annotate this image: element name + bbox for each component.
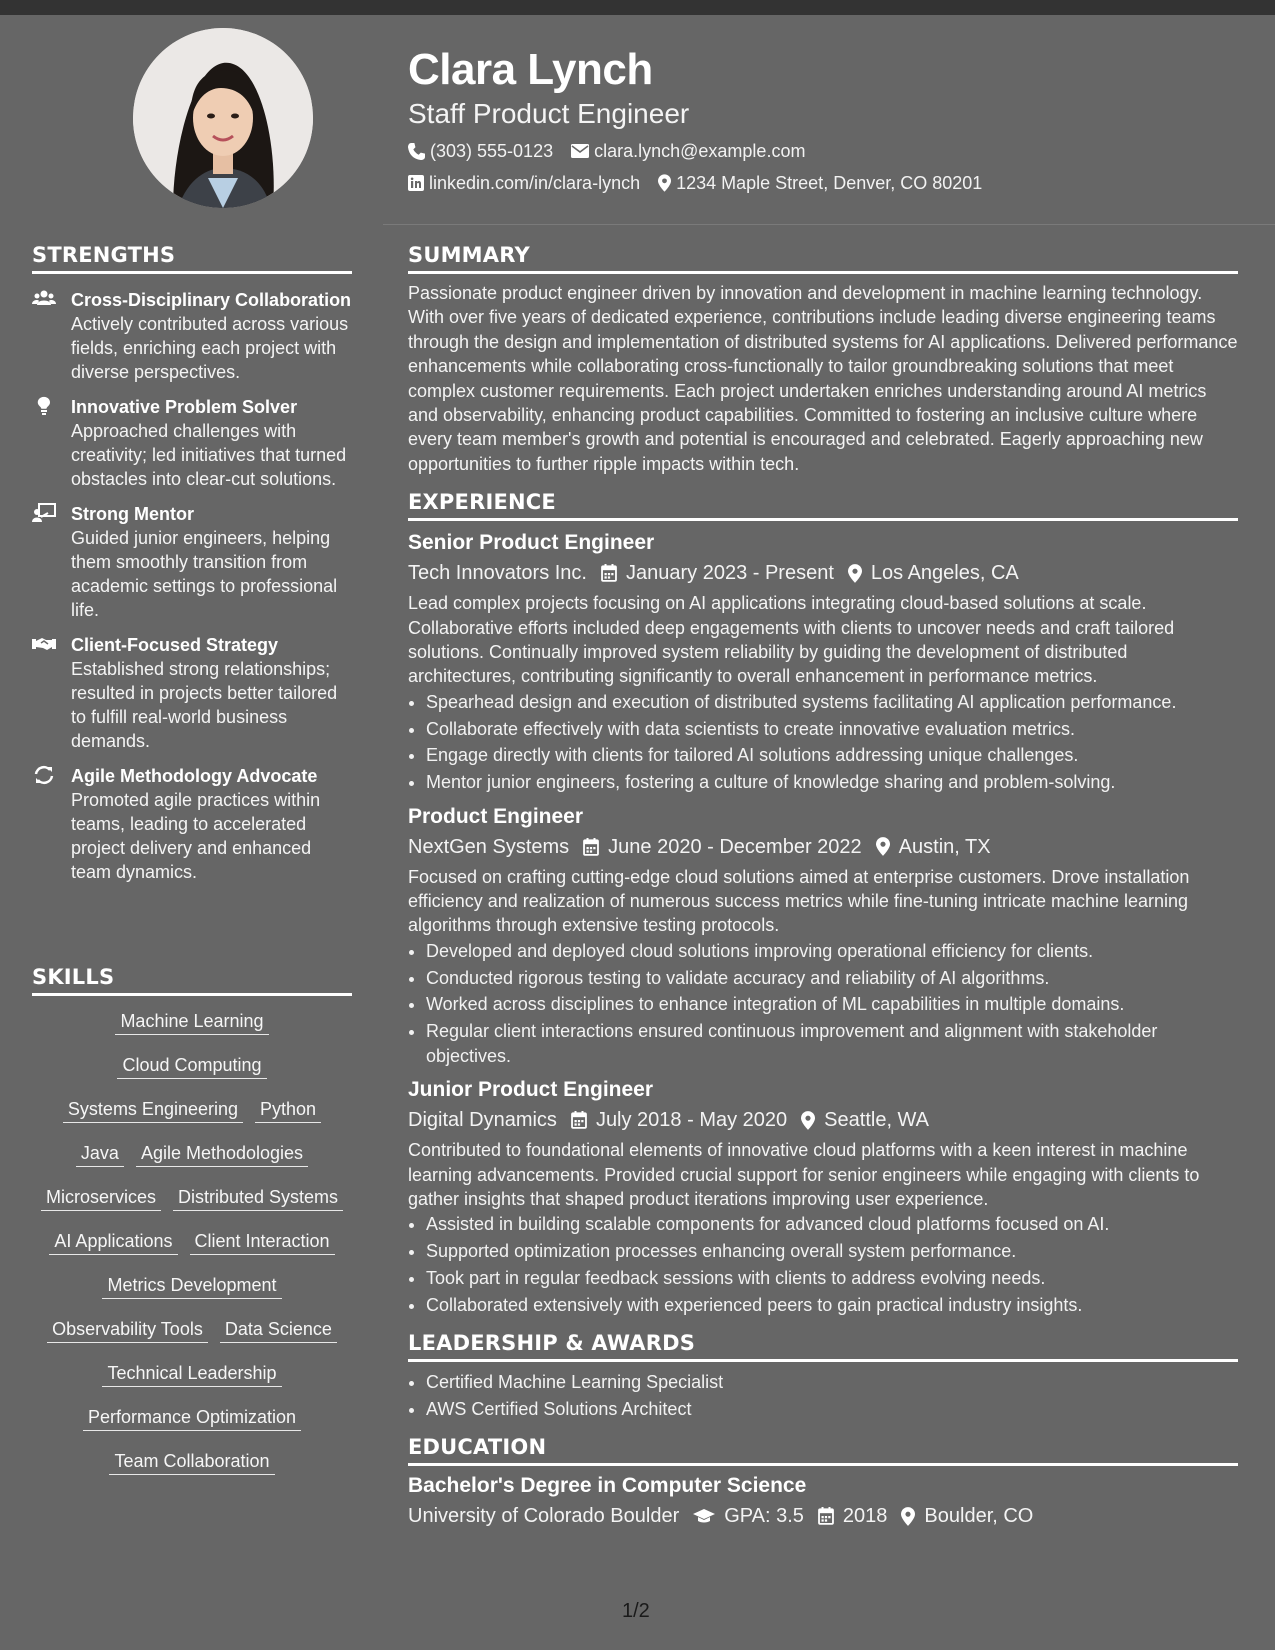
lightbulb-icon — [32, 396, 56, 416]
job-dates — [601, 559, 834, 587]
email-address: clara.lynch@example.com — [594, 141, 806, 161]
education-heading: EDUCATION — [408, 1435, 1238, 1466]
job-bullets — [408, 939, 1238, 1068]
job-bullet: • Assisted in building scalable components for advanced cloud platforms focused on AI. — [426, 1212, 1238, 1236]
job-meta — [408, 833, 1238, 861]
job-dates — [583, 833, 862, 861]
skill-tag: Metrics Development — [102, 1274, 281, 1299]
map-marker-icon — [876, 837, 890, 856]
job-bullet: • Regular client interactions ensured continuous improvement and alignment with stakeholder objectives. — [426, 1019, 1238, 1068]
candidate-title: Staff Product Engineer — [408, 98, 690, 129]
viewer-top-bar — [0, 0, 1275, 15]
strength-description: Guided junior engineers, helping them smoothly transition from academic settings to professional life. — [71, 528, 338, 620]
job-location-text: Los Angeles, CA — [870, 562, 1019, 585]
strength-description: Actively contributed across various fields, enriching each project with diverse perspectives. — [71, 314, 349, 382]
skill-row — [32, 1318, 352, 1362]
awards-list — [408, 1370, 1238, 1421]
skill-row — [32, 1142, 352, 1186]
address: 1234 Maple Street, Denver, CO 80201 — [676, 173, 983, 193]
job-title: Junior Product Engineer — [408, 1078, 654, 1102]
contact-row — [408, 171, 1228, 195]
job-bullets — [408, 1212, 1238, 1317]
job-title: Product Engineer — [408, 804, 584, 828]
map-marker-icon — [848, 564, 862, 583]
page-number: 1/2 — [622, 1600, 650, 1622]
job-location — [848, 559, 1019, 587]
skill-tag: Systems Engineering — [63, 1098, 243, 1123]
strength-description: Established strong relationships; resulted in projects better tailored to fulfill real-world business demands. — [71, 659, 338, 751]
strengths-heading: STRENGTHS — [32, 243, 352, 274]
skill-row — [32, 1054, 352, 1098]
job-bullet: • Collaborated extensively with experienced peers to gain practical industry insights. — [426, 1293, 1238, 1317]
skill-row — [32, 1274, 352, 1318]
address-contact — [658, 171, 982, 195]
job-company: Tech Innovators Inc. — [408, 562, 587, 585]
linkedin-icon — [408, 175, 424, 191]
skill-row — [32, 1230, 352, 1274]
graduation-cap-icon — [693, 1508, 715, 1524]
skill-tag: Performance Optimization — [83, 1406, 301, 1431]
skill-tag: Cloud Computing — [117, 1054, 266, 1079]
linkedin-contact — [408, 171, 640, 195]
strength-item — [32, 764, 352, 884]
users-icon — [32, 289, 56, 309]
education-location-text: Boulder, CO — [924, 1505, 1034, 1528]
strength-title: Agile Methodology Advocate — [71, 766, 318, 786]
strength-title: Client-Focused Strategy — [71, 635, 279, 655]
strength-title: Strong Mentor — [71, 504, 194, 524]
strengths-section — [32, 243, 352, 884]
strength-description: Approached challenges with creativity; led initiatives that turned obstacles into clear-cut solutions. — [71, 421, 347, 489]
education-gpa — [693, 1502, 804, 1530]
summary-section — [408, 243, 1238, 476]
candidate-name: Clara Lynch — [408, 45, 653, 94]
job-meta — [408, 1106, 1238, 1134]
skill-row — [32, 1186, 352, 1230]
school-name: University of Colorado Boulder — [408, 1505, 680, 1528]
job-entry — [408, 529, 1238, 794]
award-item: • AWS Certified Solutions Architect — [426, 1397, 1238, 1421]
job-bullet: • Developed and deployed cloud solutions improving operational efficiency for clients. — [426, 939, 1238, 963]
job-location — [876, 833, 991, 861]
education-location — [901, 1502, 1033, 1530]
job-dates-text: July 2018 - May 2020 — [595, 1109, 788, 1132]
skill-tag: Client Interaction — [190, 1230, 335, 1255]
job-title: Senior Product Engineer — [408, 531, 655, 555]
strength-description: Promoted agile practices within teams, leading to accelerated project delivery and enhanced team dynamics. — [71, 790, 321, 882]
job-location-text: Austin, TX — [898, 835, 991, 858]
job-entry — [408, 1076, 1238, 1317]
job-bullet: • Engage directly with clients for tailored AI solutions addressing unique challenges. — [426, 743, 1238, 767]
experience-heading: EXPERIENCE — [408, 490, 1238, 521]
job-bullet: • Spearhead design and execution of distributed systems facilitating AI application performance. — [426, 690, 1238, 714]
strength-title: Cross-Disciplinary Collaboration — [71, 290, 352, 310]
phone-icon — [408, 143, 425, 160]
profile-photo — [133, 28, 313, 208]
job-bullet: • Took part in regular feedback sessions with clients to address evolving needs. — [426, 1266, 1238, 1290]
skill-row — [32, 1406, 352, 1450]
strength-item — [32, 502, 352, 622]
job-bullets — [408, 690, 1238, 795]
skill-tag: Technical Leadership — [102, 1362, 281, 1387]
job-location — [801, 1106, 929, 1134]
calendar-icon — [818, 1507, 834, 1525]
skill-tag: AI Applications — [49, 1230, 177, 1255]
strength-title: Innovative Problem Solver — [71, 397, 298, 417]
skills-section — [32, 965, 352, 1494]
skill-tag: Observability Tools — [47, 1318, 208, 1343]
map-marker-icon — [901, 1507, 915, 1526]
job-location-text: Seattle, WA — [824, 1109, 930, 1132]
year-text: 2018 — [842, 1505, 888, 1528]
education-year — [818, 1502, 888, 1530]
job-bullet: • Conducted rigorous testing to validate accuracy and reliability of AI algorithms. — [426, 966, 1238, 990]
job-meta — [408, 559, 1238, 587]
resume-header — [408, 43, 1228, 195]
skills-list — [32, 1010, 352, 1494]
sync-icon — [32, 765, 56, 785]
phone-number: (303) 555-0123 — [430, 141, 554, 161]
email-contact — [571, 139, 805, 163]
skill-tag: Distributed Systems — [173, 1186, 343, 1211]
job-bullet: • Collaborate effectively with data scientists to create innovative evaluation metrics. — [426, 717, 1238, 741]
skills-heading: SKILLS — [32, 965, 352, 996]
job-entry — [408, 803, 1238, 1068]
job-company: NextGen Systems — [408, 835, 570, 858]
job-dates-text: June 2020 - December 2022 — [608, 835, 862, 858]
map-marker-icon — [801, 1111, 815, 1130]
strength-item — [32, 395, 352, 491]
skill-tag: Python — [255, 1098, 321, 1123]
strength-item — [32, 288, 352, 384]
awards-heading: LEADERSHIP & AWARDS — [408, 1331, 1238, 1362]
handshake-icon — [32, 634, 56, 654]
degree-title: Bachelor's Degree in Computer Science — [408, 1474, 807, 1498]
skill-tag: Microservices — [41, 1186, 161, 1211]
job-dates-text: January 2023 - Present — [625, 562, 834, 585]
job-bullet: • Supported optimization processes enhancing overall system performance. — [426, 1239, 1238, 1263]
education-section — [408, 1435, 1238, 1530]
experience-section — [408, 490, 1238, 1317]
job-bullet: • Mentor junior engineers, fostering a culture of knowledge sharing and problem-solving. — [426, 770, 1238, 794]
linkedin-url: linkedin.com/in/clara-lynch — [429, 173, 641, 193]
skill-row — [32, 1010, 352, 1054]
resume-page — [0, 15, 1275, 1650]
contact-row — [408, 139, 1228, 163]
phone-contact — [408, 139, 553, 163]
skill-tag: Team Collaboration — [109, 1450, 274, 1475]
map-marker-icon — [658, 174, 671, 192]
award-item: • Certified Machine Learning Specialist — [426, 1370, 1238, 1394]
right-column — [408, 243, 1238, 1544]
calendar-icon — [601, 564, 617, 582]
skill-tag: Java — [76, 1142, 124, 1167]
calendar-icon — [583, 838, 599, 856]
skill-tag: Data Science — [220, 1318, 337, 1343]
chalkboard-teacher-icon — [32, 503, 56, 523]
header-divider — [383, 224, 1275, 225]
job-description: Focused on crafting cutting-edge cloud solutions aimed at enterprise customers. Drove installation efficiency and realization of numerous success metrics while fine-tuning intricate machine learning algorithms through extensive testing protocols. — [408, 866, 1190, 936]
job-dates — [571, 1106, 787, 1134]
skill-row — [32, 1450, 352, 1494]
skill-row — [32, 1362, 352, 1406]
gpa-text: GPA: 3.5 — [724, 1505, 804, 1528]
calendar-icon — [571, 1111, 587, 1129]
strength-item — [32, 633, 352, 753]
job-description: Lead complex projects focusing on AI applications integrating cloud-based solutions at scale. Collaborative efforts included deep engagements with clients to uncover needs and craft tailored solutions. Continually improved system reliability by guiding the development of distributed architectures, contributing significantly to overall enhancement in performance metrics. — [408, 593, 1175, 687]
envelope-icon — [571, 144, 589, 158]
skill-tag: Agile Methodologies — [136, 1142, 308, 1167]
awards-section — [408, 1331, 1238, 1421]
skill-tag: Machine Learning — [115, 1010, 268, 1035]
job-description: Contributed to foundational elements of innovative cloud platforms with a keen interest in machine learning advancements. Provided crucial support for senior engineers while engaging with clients to gather insights that shaped product iterations improving user experience. — [408, 1140, 1200, 1209]
job-bullet: • Worked across disciplines to enhance integration of ML capabilities in multiple domains. — [426, 992, 1238, 1016]
summary-heading: SUMMARY — [408, 243, 1238, 274]
job-company: Digital Dynamics — [408, 1109, 557, 1132]
summary-text: Passionate product engineer driven by innovation and development in machine learning technology. With over five years of dedicated experience, contributions include leading diverse engineering teams through the design and implementation of distributed systems for AI applications. Delivered performance enhancements while collaborating cross-functionally to tailor groundbreaking solutions that meet complex customer requirements. Each project undertaken enriches understanding around AI metrics and observability, enhancing product capabilities. Committed to fostering an inclusive culture where every team member's growth and potential is encouraged and celebrated. Eagerly approaching new opportunities to further ripple impacts within tech. — [408, 283, 1238, 474]
education-meta — [408, 1502, 1238, 1530]
skill-row — [32, 1098, 352, 1142]
